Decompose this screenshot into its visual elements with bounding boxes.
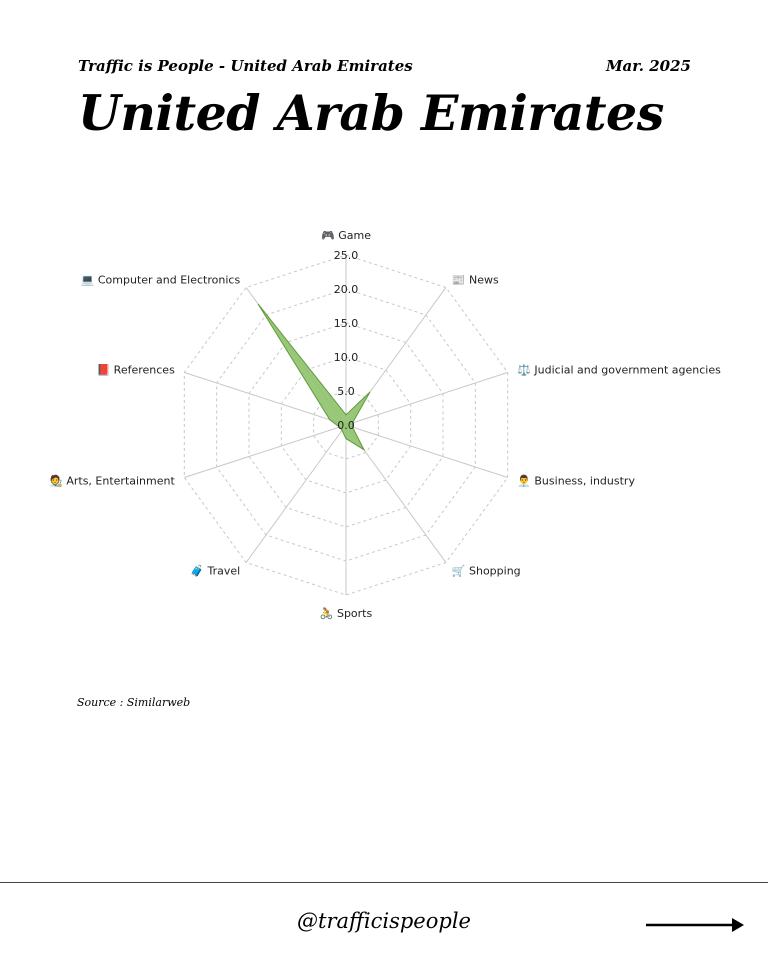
tick-label: 20.0 [333,283,359,296]
category-text: Arts, Entertainment [66,474,175,488]
tick-label: 10.0 [333,351,359,364]
category-text: Judicial and government agencies [534,363,721,377]
category-label [517,363,721,376]
category-icon: 👨‍💼 [517,474,535,488]
tick-label: 5.0 [337,385,355,398]
category-icon: 📕 [96,363,114,377]
category-text: Computer and Electronics [97,273,241,287]
category-icon: 📰 [451,273,470,287]
category-icon: 🎮 [321,230,339,242]
category-text: References [113,363,175,377]
category-icon: 🛒 [451,564,470,578]
footer-handle: @trafficispeople [297,909,471,933]
category-label [190,565,240,578]
category-icon: 🚴 [319,607,337,620]
arrow-right-icon[interactable] [646,916,746,934]
tick-label: 15.0 [333,317,359,330]
category-label [452,565,521,578]
category-icon: 🧑‍🎨 [49,474,67,488]
category-text: Travel [207,564,241,578]
footer-divider [0,882,768,883]
category-text: Shopping [469,564,521,578]
grid-spoke [346,425,508,478]
page-title: United Arab Emirates [78,84,664,142]
category-text: Business, industry [534,474,635,488]
source-note: Source : Similarweb [77,696,191,709]
category-icon: ⚖️ [517,363,535,377]
category-icon: 💻 [80,273,98,287]
category-icon: 🧳 [190,564,208,578]
category-label [81,273,241,286]
category-text: News [469,273,499,287]
category-label [96,363,175,376]
category-label [452,273,499,286]
category-label [321,230,371,242]
grid-spoke [184,425,346,478]
category-label [49,474,175,488]
radar-chart [0,230,768,620]
header-subtitle: Traffic is People - United Arab Emirates [78,57,413,75]
category-text: Game [338,230,371,242]
category-label [517,475,635,488]
grid-spoke [346,372,508,425]
tick-label: 0.0 [337,419,355,432]
header-date: Mar. 2025 [605,57,691,75]
category-text: Sports [336,607,373,620]
category-label [320,607,373,620]
tick-label: 25.0 [333,249,359,262]
grid-spoke [246,425,346,563]
